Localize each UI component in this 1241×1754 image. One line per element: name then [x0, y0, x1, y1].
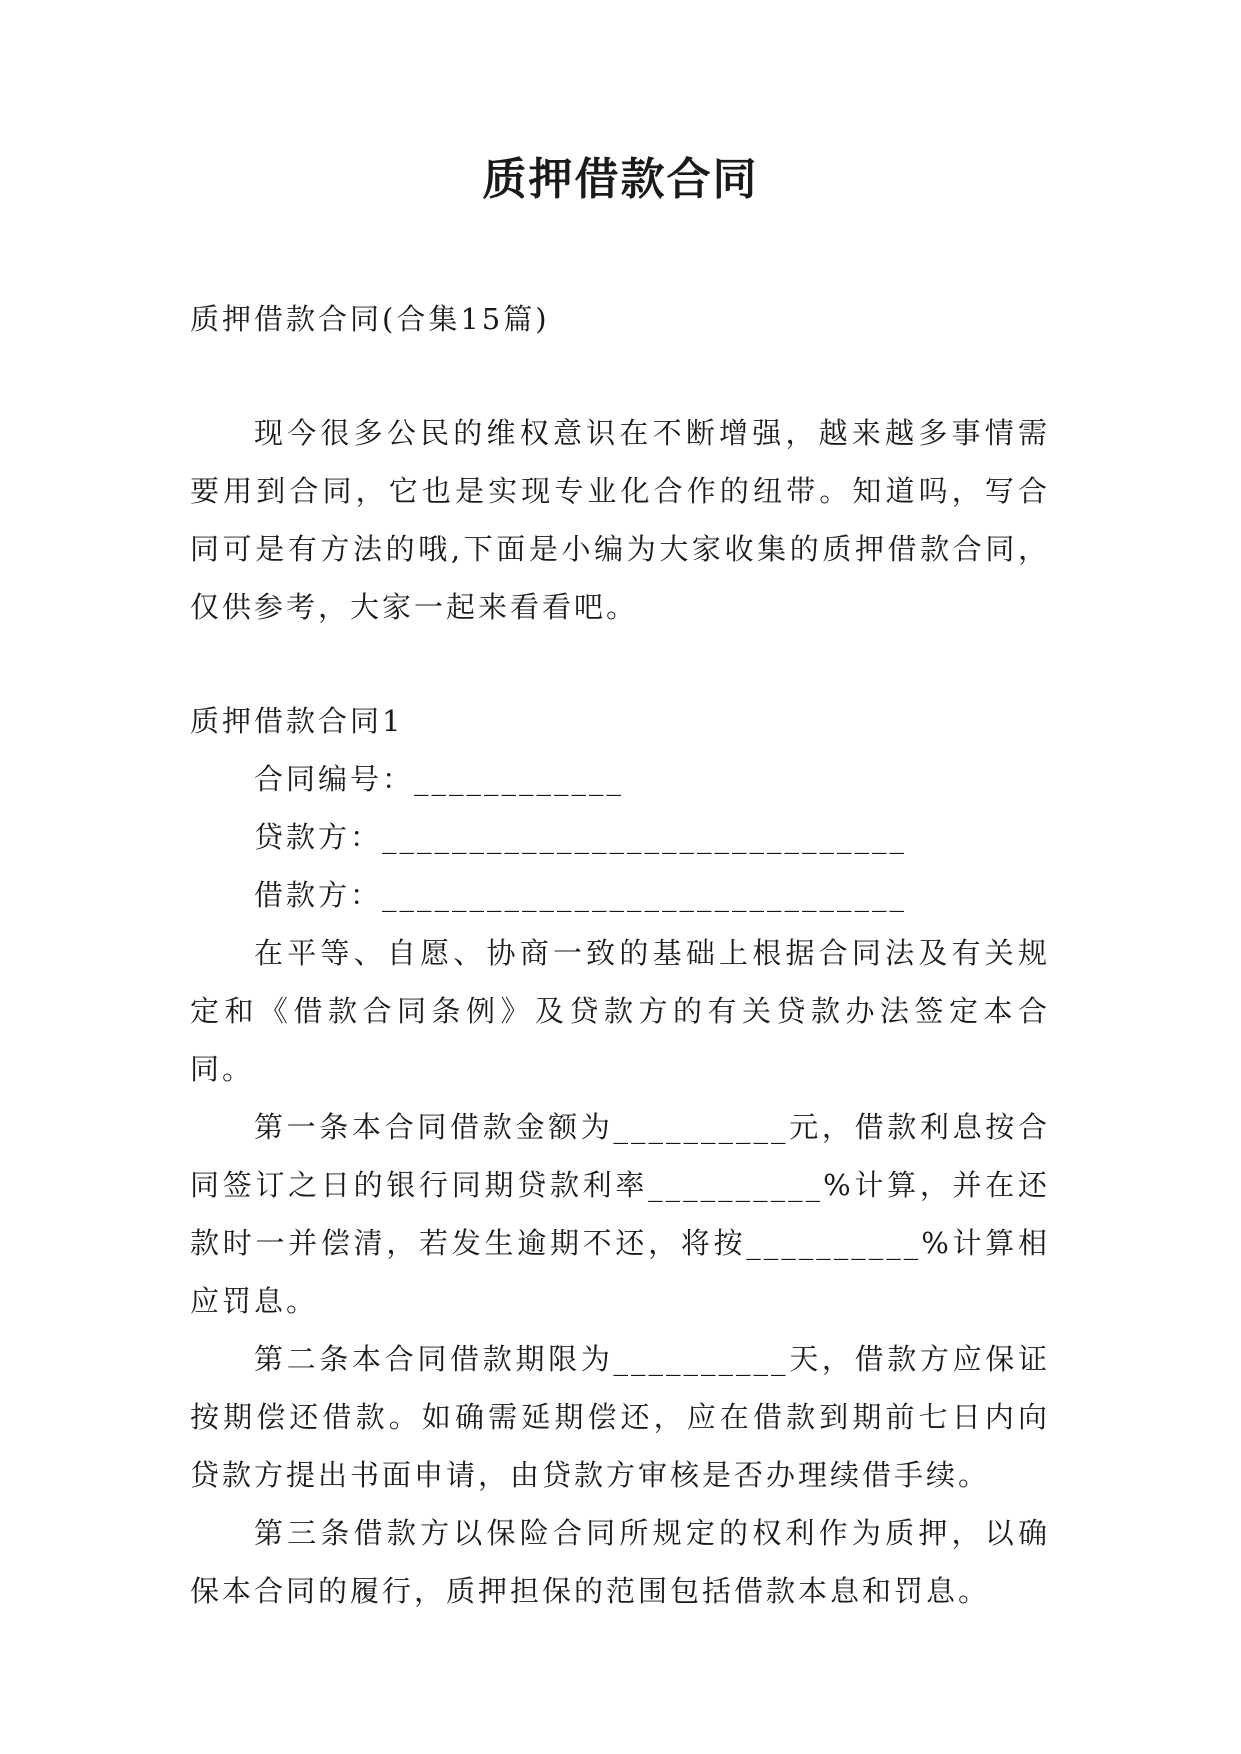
spacer [190, 636, 1050, 692]
preamble-paragraph: 在平等、自愿、协商一致的基础上根据合同法及有关规定和《借款合同条例》及贷款方的有关贷款办法签定本合同。 [190, 936, 1050, 1086]
lender-blank: ______________________________ [382, 820, 908, 854]
lender-label: 贷款方： [254, 820, 383, 854]
borrower-line [190, 866, 1050, 924]
section-heading: 质押借款合同1 [190, 704, 404, 738]
lender-line [190, 808, 1050, 866]
spacer [190, 348, 1050, 404]
intro-paragraph: 现今很多公民的维权意识在不断增强，越来越多事情需要用到合同，它也是实现专业化合作的纽带。知道吗，写合同可是有方法的哦,下面是小编为大家收集的质押借款合同，仅供参考，大家一起来看看吧。 [190, 416, 1050, 624]
contract-number-label: 合同编号： [254, 762, 415, 796]
article-1-paragraph: 第一条本合同借款金额为__________元，借款利息按合同签订之日的银行同期贷款利率__________%计算，并在还款时一并偿清，若发生逾期不还，将按__________%计算相应罚息。 [190, 1110, 1050, 1318]
contract-number-blank: ____________ [414, 762, 625, 796]
article-3-paragraph: 第三条借款方以保险合同所规定的权利作为质押，以确保本合同的履行，质押担保的范围包括借款本息和罚息。 [190, 1516, 1050, 1608]
borrower-blank: ______________________________ [382, 878, 908, 912]
document-subtitle: 质押借款合同(合集15篇) [190, 302, 550, 336]
contract-number-line [190, 750, 1050, 808]
borrower-label: 借款方： [254, 878, 383, 912]
article-2-paragraph: 第二条本合同借款期限为__________天，借款方应保证按期偿还借款。如确需延期偿还，应在借款到期前七日内向贷款方提出书面申请，由贷款方审核是否办理续借手续。 [190, 1342, 1050, 1492]
document-body [190, 290, 1050, 1620]
document-title: 质押借款合同 [482, 154, 759, 205]
